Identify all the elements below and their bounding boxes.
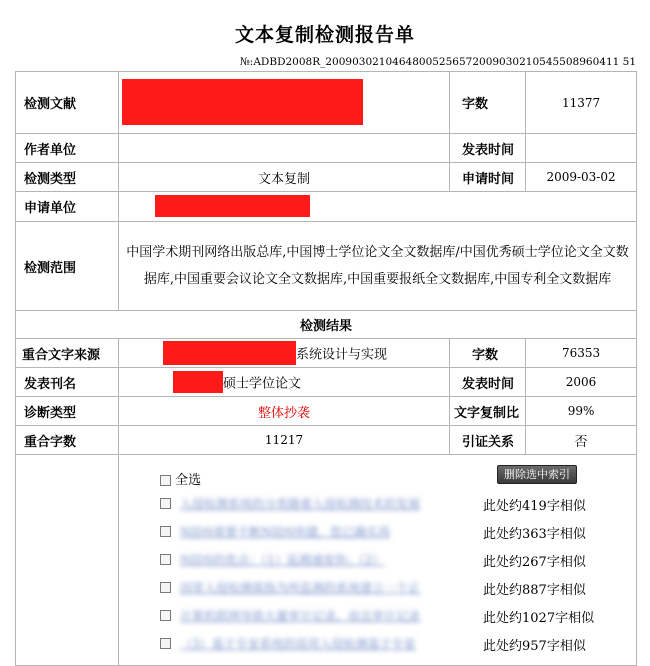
item-link[interactable]: NIDS需要不断NIDS快捷，您已确实再: [180, 525, 391, 539]
item-checkbox[interactable]: [160, 582, 171, 593]
citation-label: 引证关系: [450, 426, 526, 455]
item-link[interactable]: 因常入侵检测需指为所监测的系统建立一个正: [180, 581, 421, 595]
overlap-label: 重合字数: [16, 426, 119, 455]
item-similar: 此处约1027字相似: [483, 611, 595, 626]
list-item: [160, 579, 620, 597]
report-table: [15, 71, 637, 666]
journal-value-text: 硕士学位论文: [223, 376, 302, 392]
redaction-block: [173, 371, 223, 393]
ratio-value: 99%: [526, 397, 637, 426]
item-checkbox[interactable]: [160, 610, 171, 621]
doc-title-cell: [119, 72, 450, 134]
journal-time-label: 发表时间: [450, 368, 526, 397]
list-item: [160, 523, 620, 541]
similarity-list-cell: [119, 455, 637, 666]
diag-value: 整体抄袭: [119, 397, 450, 426]
journal-value-cell: [119, 368, 450, 397]
journal-label: 发表刊名: [16, 368, 119, 397]
detect-type-value: 文本复制: [119, 163, 450, 192]
item-similar: 此处约887字相似: [483, 583, 586, 598]
redaction-block: [163, 341, 296, 365]
publish-time-value: [526, 134, 637, 163]
source-value-cell: [119, 339, 450, 368]
apply-unit-cell: [119, 192, 637, 222]
item-link[interactable]: NIDS的优点：（1）监测速度快；（2）: [180, 553, 385, 567]
apply-time-label: 申请时间: [450, 163, 526, 192]
apply-time-value: 2009-03-02: [526, 163, 637, 192]
chars-value: 11377: [526, 72, 637, 134]
source-label: 重合文字来源: [16, 339, 119, 368]
report-title: 文本复制检测报告单: [234, 24, 415, 46]
apply-unit-label: 申请单位: [16, 192, 119, 222]
select-all-row[interactable]: [160, 469, 201, 488]
item-similar: 此处约267字相似: [483, 555, 586, 570]
source-chars-label: 字数: [450, 339, 526, 368]
item-link[interactable]: 入侵检测系统的分类随着入侵检测技术的发展: [180, 497, 421, 511]
item-link[interactable]: （3）基于专家系统的误用入侵检测基于专家: [180, 637, 416, 651]
item-checkbox[interactable]: [160, 526, 171, 537]
select-all-label: 全选: [175, 473, 202, 488]
journal-time-value: 2006: [526, 368, 637, 397]
item-checkbox[interactable]: [160, 638, 171, 649]
list-item: [160, 551, 620, 569]
item-link[interactable]: 计算机联网导致大量审计记录，而且审计记录: [180, 609, 421, 623]
redaction-block: [122, 79, 363, 125]
item-similar: 此处约957字相似: [483, 639, 586, 654]
select-all-checkbox[interactable]: [160, 475, 171, 486]
scope-value: 中国学术期刊网络出版总库,中国博士学位论文全文数据库/中国优秀硕士学位论文全文数据库,中国重要会议论文全文数据库,中国重要报纸全文数据库,中国专利全文数据库: [119, 222, 637, 311]
list-left-cell: [16, 455, 119, 666]
item-similar: 此处约363字相似: [483, 527, 586, 542]
diag-label: 诊断类型: [16, 397, 119, 426]
publish-time-label: 发表时间: [450, 134, 526, 163]
citation-value: 否: [526, 426, 637, 455]
list-item: [160, 607, 620, 625]
item-similar: 此处约419字相似: [483, 499, 586, 514]
detect-type-label: 检测类型: [16, 163, 119, 192]
ratio-label: 文字复制比: [450, 397, 526, 426]
source-chars-value: 76353: [526, 339, 637, 368]
list-item: [160, 635, 620, 653]
result-header: 检测结果: [16, 311, 637, 339]
item-checkbox[interactable]: [160, 498, 171, 509]
document-number: №:ADBD2008R_20090302104648005256572009030210545508960411 51: [239, 56, 636, 68]
scope-label: 检测范围: [16, 222, 119, 311]
list-item: [160, 495, 620, 513]
item-checkbox[interactable]: [160, 554, 171, 565]
delete-selected-button[interactable]: 删除选中索引: [497, 465, 577, 484]
chars-label: 字数: [450, 72, 526, 134]
overlap-value: 11217: [119, 426, 450, 455]
redaction-block: [155, 195, 310, 217]
doc-label: 检测文献: [16, 72, 119, 134]
author-value: [119, 134, 450, 163]
source-value-text: 系统设计与实现: [296, 347, 388, 363]
author-label: 作者单位: [16, 134, 119, 163]
